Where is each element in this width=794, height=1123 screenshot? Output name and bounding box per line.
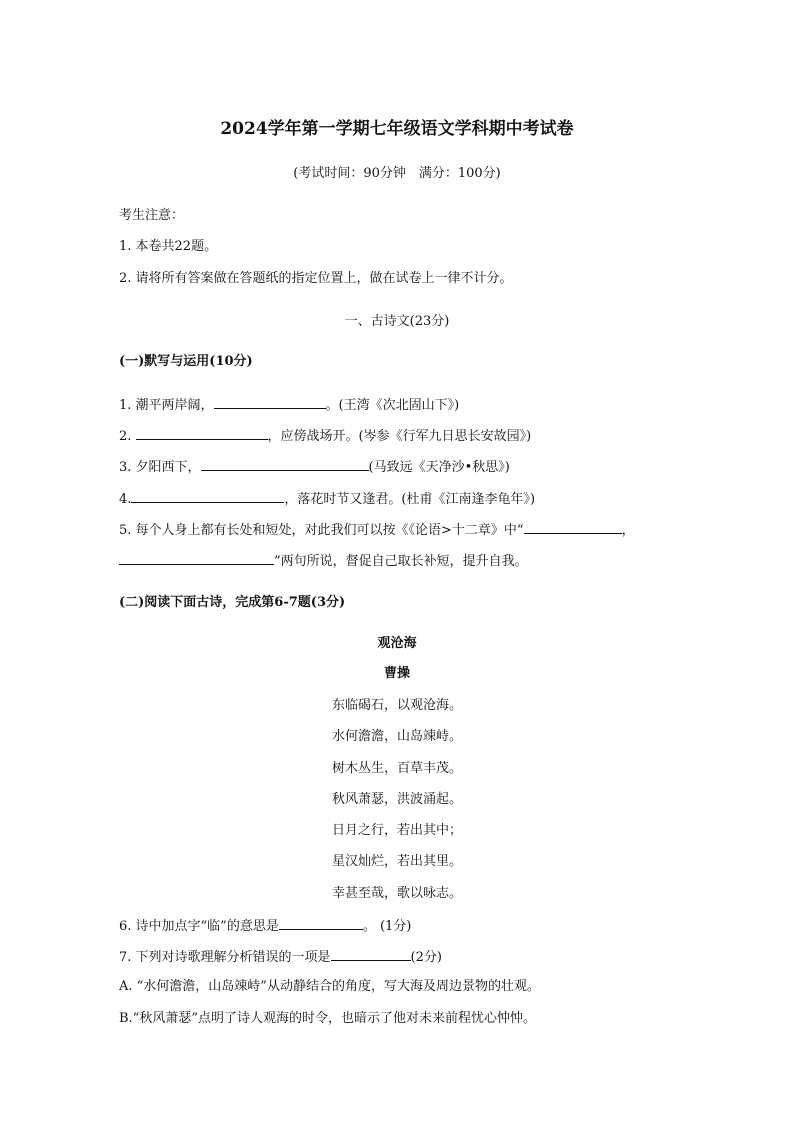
answer-blank-5b[interactable] bbox=[119, 551, 274, 565]
question-5-text-end: ”两句所说，督促自己取长补短，提升自我。 bbox=[274, 554, 528, 569]
question-2-text: ，应傍战场开。(岑参《行军九日思长安故园》) bbox=[267, 429, 532, 444]
poem-line: 星汉灿烂，若出其里。 bbox=[331, 854, 462, 869]
question-5-comma: ， bbox=[621, 523, 635, 538]
question-4-text: ，落花时节又逢君。(杜甫《江南逢李龟年》) bbox=[284, 492, 536, 507]
answer-blank-7[interactable] bbox=[331, 947, 411, 961]
answer-blank-1[interactable] bbox=[214, 395, 326, 409]
answer-blank-4[interactable] bbox=[131, 489, 284, 503]
question-4 bbox=[119, 489, 535, 509]
poem-line: 日月之行，若出其中； bbox=[331, 823, 462, 838]
question-6 bbox=[119, 916, 411, 936]
poem-line: 树木丛生，百草丰茂。 bbox=[331, 761, 462, 776]
option-a: A. “水何澹澹，山岛竦峙”从动静结合的角度，写大海及周边景物的壮观。 bbox=[119, 979, 540, 994]
option-b: B.“秋风萧瑟”点明了诗人观海的时令，也暗示了他对未来前程忧心忡忡。 bbox=[119, 1011, 536, 1026]
exam-title: 2024学年第一学期七年级语文学科期中考试卷 bbox=[220, 119, 574, 139]
question-4-number: 4. bbox=[119, 492, 132, 507]
question-7 bbox=[119, 947, 442, 967]
exam-subtitle: (考试时间：90分钟 满分：100分) bbox=[293, 166, 501, 181]
answer-blank-6[interactable] bbox=[279, 916, 363, 930]
question-2 bbox=[119, 426, 531, 446]
poem-line: 东临碣石，以观沧海。 bbox=[331, 698, 462, 713]
question-1-source: 。(王湾《次北固山下》) bbox=[325, 398, 460, 413]
part-2-heading: (二)阅读下面古诗，完成第6-7题(3分) bbox=[119, 595, 346, 610]
poem-line: 水何澹澹，山岛竦峙。 bbox=[331, 729, 462, 744]
question-1-text: 1. 潮平两岸阔， bbox=[119, 398, 214, 413]
notice-item-2: 2. 请将所有答案做在答题纸的指定位置上，做在试卷上一律不计分。 bbox=[119, 271, 513, 286]
section-1-heading: 一、古诗文(23分) bbox=[344, 314, 450, 329]
poem-author: 曹操 bbox=[383, 666, 410, 681]
question-3-text: 3. 夕阳西下， bbox=[119, 460, 201, 475]
answer-blank-3[interactable] bbox=[201, 457, 369, 471]
poem-line: 幸甚至哉，歌以咏志。 bbox=[331, 886, 462, 901]
notice-item-1: 1. 本卷共22题。 bbox=[119, 239, 218, 254]
question-7-text: 7. 下列对诗歌理解分析错误的一项是 bbox=[119, 950, 331, 965]
notice-heading: 考生注意： bbox=[119, 208, 185, 223]
question-6-points: 。 (1分) bbox=[362, 919, 412, 934]
question-2-number: 2. bbox=[119, 429, 136, 444]
question-1 bbox=[119, 395, 459, 415]
question-3 bbox=[119, 457, 510, 477]
question-7-points: (2分) bbox=[410, 950, 442, 965]
part-1-heading: (一)默写与运用(10分) bbox=[119, 354, 253, 369]
question-3-source: (马致远《天净沙•秋思》) bbox=[368, 460, 510, 475]
answer-blank-5a[interactable] bbox=[524, 520, 622, 534]
poem-title: 观沧海 bbox=[377, 636, 417, 651]
question-5-line-1 bbox=[119, 520, 635, 540]
question-5-text: 5. 每个人身上都有长处和短处，对此我们可以按《《论语>十二章》中“ bbox=[119, 523, 524, 538]
question-6-text: 6. 诗中加点字“临”的意思是 bbox=[119, 919, 279, 934]
poem-line: 秋风萧瑟，洪波涌起。 bbox=[331, 792, 462, 807]
question-5-line-2 bbox=[119, 551, 528, 571]
answer-blank-2[interactable] bbox=[136, 426, 268, 440]
